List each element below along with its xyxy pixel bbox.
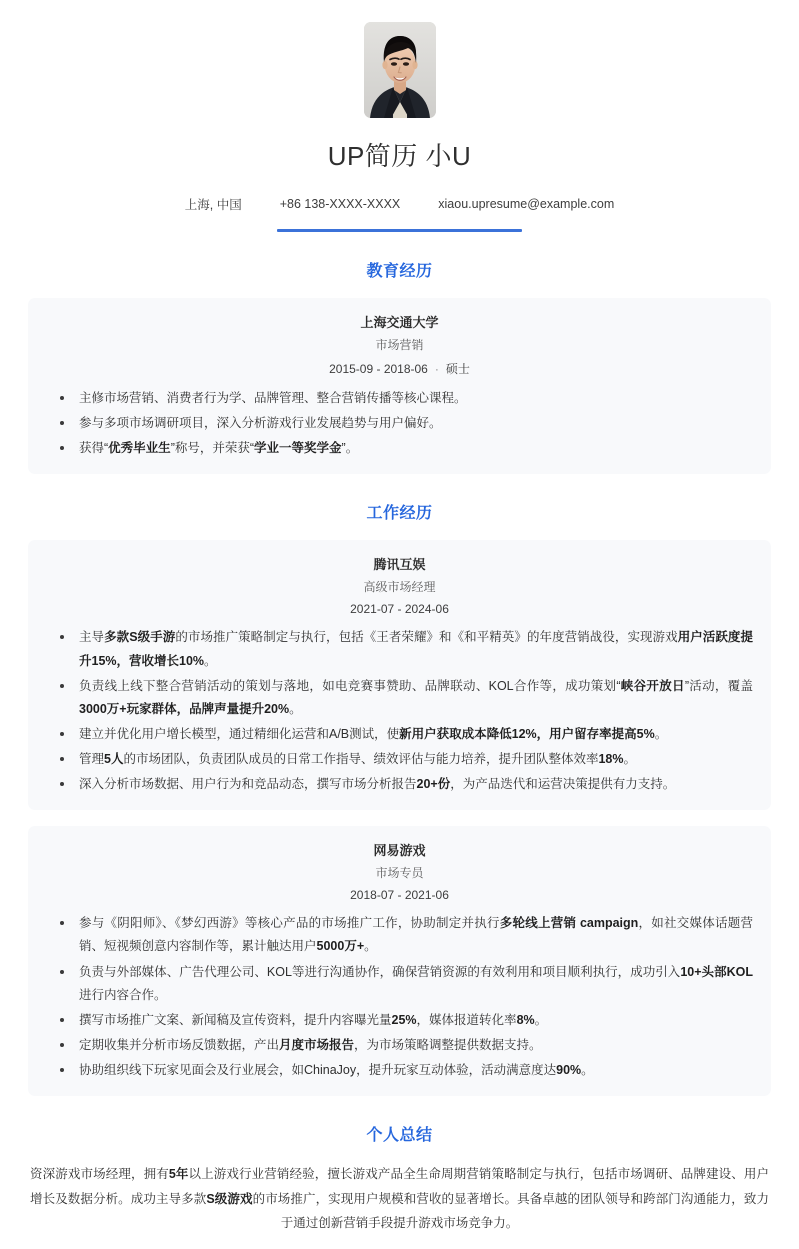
section-education [28,258,771,474]
entry-card [28,826,771,1096]
bullet-item: 协助组织线下玩家见面会及行业展会，如ChinaJoy，提升玩家互动体验，活动满意度达90%。 [46,1059,753,1082]
header-divider [277,229,522,232]
portrait-photo-icon [364,22,436,118]
contact-email: xiaou.upresume@example.com [438,197,615,211]
entry-card [28,540,771,810]
entry-organization: 网易游戏 [373,843,426,859]
meta-separator-dot: · [434,362,439,376]
bullet-item: 管理5人的市场团队，负责团队成员的日常工作指导、绩效评估与能力培养，提升团队整体效率18%。 [46,748,753,771]
bullet-item: 建立并优化用户增长模型，通过精细化运营和A/B测试，使新用户获取成本降低12%，用户留存率提高5%。 [46,723,753,746]
contact-phone: +86 138-XXXX-XXXX [279,197,401,211]
section-title: 工作经历 [366,505,433,523]
section-work [28,500,771,1096]
bullet-item: 撰写市场推广文案、新闻稿及宣传资料，提升内容曝光量25%，媒体报道转化率8%。 [46,1009,753,1032]
bullet-list [46,626,753,796]
sections-container [28,258,771,1235]
bullet-item: 参与《阴阳师》、《梦幻西游》等核心产品的市场推广工作，协助制定并执行多轮线上营销 campaign，如社交媒体话题营销、短视频创意内容制作等，累计触达用户5000万+。 [46,912,753,958]
bullet-list [46,912,753,1082]
bullet-item: 参与多项市场调研项目，深入分析游戏行业发展趋势与用户偏好。 [46,412,753,435]
page-title: UP简历 小U [327,141,472,171]
bullet-item: 主修市场营销、消费者行为学、品牌管理、整合营销传播等核心课程。 [46,387,753,410]
entry-role: 市场专员 [375,866,424,881]
entry-role: 高级市场经理 [363,580,436,595]
bullet-item: 负责线上线下整合营销活动的策划与落地，如电竞赛事赞助、品牌联动、KOL合作等，成功策划“峡谷开放日”活动，覆盖3000万+玩家群体，品牌声量提升20%。 [46,675,753,721]
bullet-item: 负责与外部媒体、广告代理公司、KOL等进行沟通协作，确保营销资源的有效利用和项目顺利执行，成功引入10+头部KOL进行内容合作。 [46,961,753,1007]
section-title: 个人总结 [366,1127,433,1145]
entry-meta [46,888,753,902]
section-title: 教育经历 [366,263,433,280]
entry-organization: 腾讯互娱 [373,557,426,573]
bullet-item: 定期收集并分析市场反馈数据，产出月度市场报告，为市场策略调整提供数据支持。 [46,1034,753,1057]
bullet-item: 深入分析市场数据、用户行为和竞品动态，撰写市场分析报告20+份，为产品迭代和运营决策提供有力支持。 [46,773,753,796]
section-summary [28,1122,771,1235]
entry-date-range: 2015-09 - 2018-06 [329,362,428,376]
entry-card [28,298,771,474]
entry-degree: 硕士 [445,362,470,376]
entry-meta [46,360,753,377]
entry-organization: 上海交通大学 [360,315,439,330]
entry-header [46,554,753,616]
entry-meta [46,602,753,616]
entry-date-range: 2018-07 - 2021-06 [350,888,449,903]
bullet-item: 获得“优秀毕业生”称号，并荣获“学业一等奖学金”。 [46,437,753,460]
entry-header [46,840,753,902]
bullet-list [46,387,753,460]
contact-row [28,195,771,213]
summary-paragraph: 资深游戏市场经理，拥有5年以上游戏行业营销经验，擅长游戏产品全生命周期营销策略制定与执行，包括市场调研、品牌建设、用户增长及数据分析。成功主导多款S级游戏的市场推广，实现用户规模和营收的显著增长。具备卓越的团队领导和跨部门沟通能力，致力于通过创新营销手段提升游戏市场竞争力。 [30,1167,769,1230]
entry-role: 市场营销 [375,338,424,352]
resume-header [28,22,771,232]
contact-location: 上海, 中国 [184,198,242,212]
entry-date-range: 2021-07 - 2024-06 [350,602,449,617]
entry-header [46,312,753,377]
bullet-item: 主导多款S级手游的市场推广策略制定与执行，包括《王者荣耀》和《和平精英》的年度营销战役，实现游戏用户活跃度提升15%，营收增长10%。 [46,626,753,672]
avatar [364,22,436,118]
